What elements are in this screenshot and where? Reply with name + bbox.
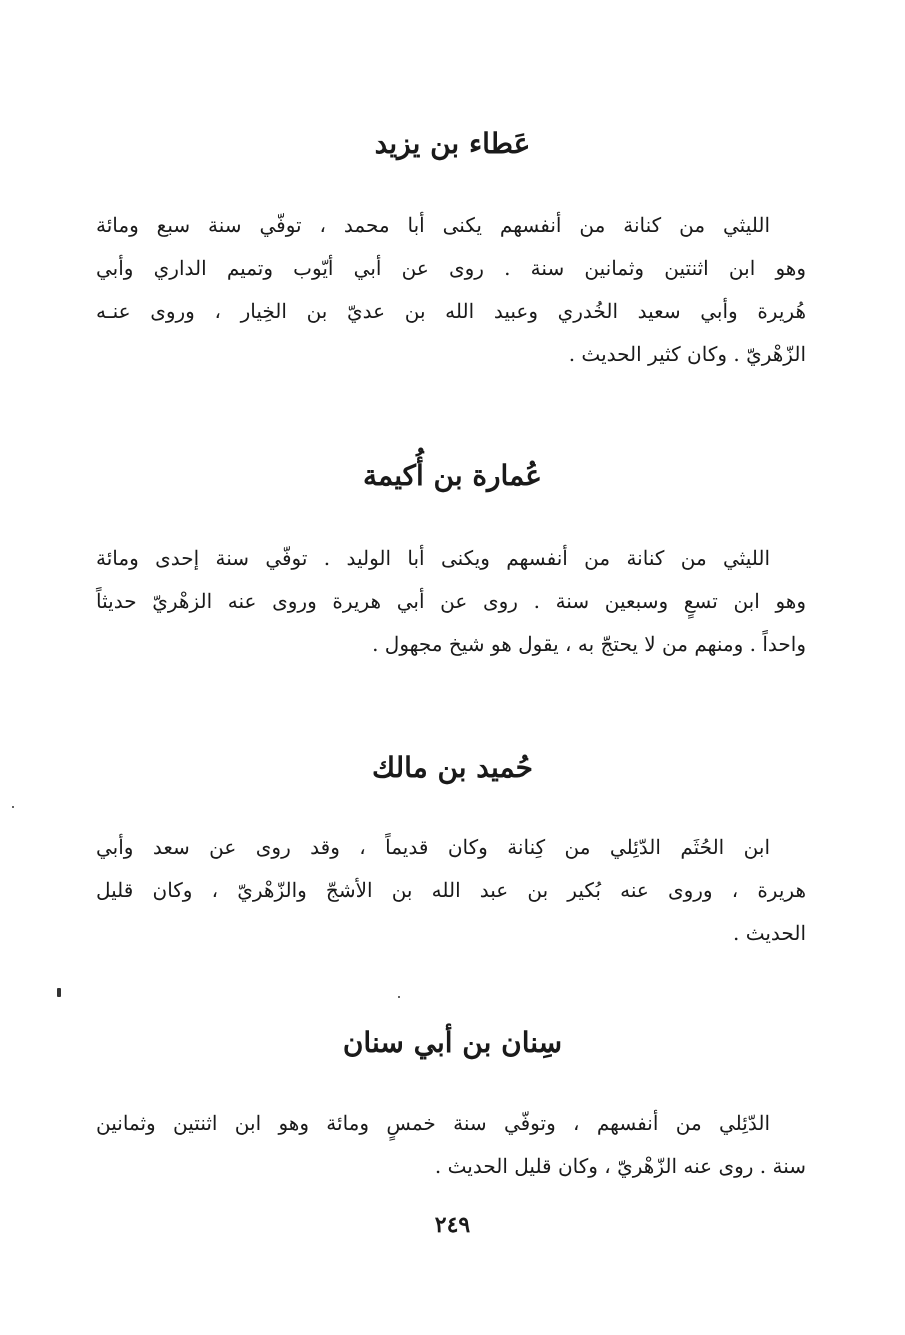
text-line: الليثي من كنانة من أنفسهم ويكنى أبا الوليد . توفّي سنة إحدى ومائة bbox=[96, 546, 770, 570]
text-line: الحديث . bbox=[733, 921, 806, 945]
section-body bbox=[96, 204, 806, 376]
section-body bbox=[96, 826, 806, 955]
text-line: هريرة ، وروى عنه بُكير بن عبد الله بن الأشجّ والزّهْريّ ، وكان قليل bbox=[96, 878, 806, 902]
section-title: عُمارة بن أُكيمة bbox=[363, 459, 542, 492]
text-line: الدّئِلي من أنفسهم ، وتوفّي سنة خمسٍ ومائة وهو ابن اثنتين وثمانين bbox=[96, 1111, 770, 1135]
section-title: سِنان بن أبي سنان bbox=[342, 1026, 563, 1059]
scan-speck bbox=[57, 988, 61, 997]
text-line: سنة . روى عنه الزّهْريّ ، وكان قليل الحديث . bbox=[434, 1154, 806, 1178]
page-number: ٢٤٩ bbox=[434, 1212, 471, 1238]
scan-speck bbox=[12, 806, 14, 808]
section-body bbox=[96, 1102, 806, 1188]
text-line: ابن الحُثَم الدّئِلي من كِنانة وكان قديماً ، وقد روى عن سعد وأبي bbox=[96, 835, 770, 859]
text-line: وهو ابن تسعٍ وسبعين سنة . روى عن أبي هريرة وروى عنه الزهْريّ حديثاً bbox=[96, 589, 806, 613]
section-body bbox=[96, 537, 806, 666]
section-title: عَطاء بن يزيد bbox=[374, 127, 531, 160]
text-line: الليثي من كنانة من أنفسهم يكنى أبا محمد ، توفّي سنة سبع ومائة bbox=[96, 213, 770, 237]
text-line: الزّهْريّ . وكان كثير الحديث . bbox=[568, 342, 806, 366]
text-line: هُريرة وأبي سعيد الخُدري وعبيد الله بن عديّ بن الخِيار ، وروى عنـه bbox=[96, 299, 806, 323]
section-title: حُميد بن مالك bbox=[372, 751, 533, 784]
text-line: وهو ابن اثنتين وثمانين سنة . روى عن أبي أيّوب وتميم الداري وأبي bbox=[96, 256, 806, 280]
scan-speck bbox=[398, 996, 400, 998]
text-line: واحداً . ومنهم من لا يحتجّ به ، يقول هو شيخ مجهول . bbox=[372, 632, 806, 656]
